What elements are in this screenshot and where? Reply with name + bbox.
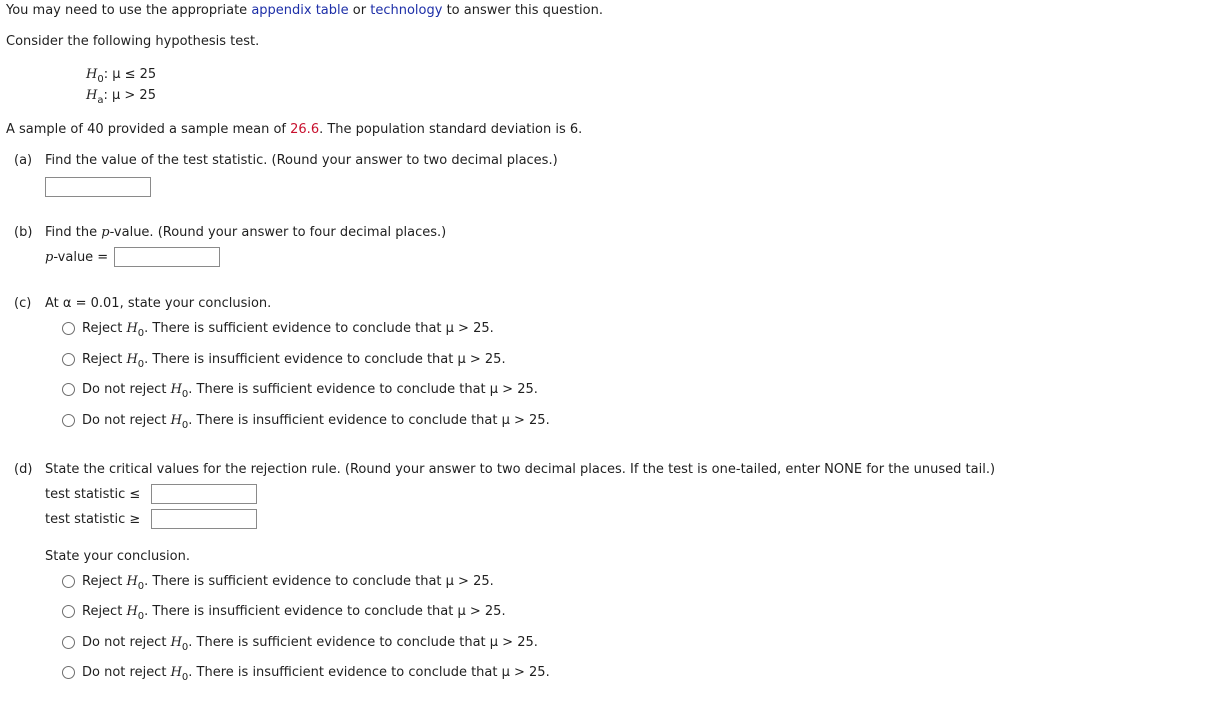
sample-mean-value: 26.6 <box>290 122 320 137</box>
test-statistic-ge-label: test statistic ≥ <box>45 512 141 527</box>
part-a-label: (a) <box>14 153 33 168</box>
p-value-input[interactable] <box>114 247 220 267</box>
part-d-option-3-radio[interactable] <box>62 636 75 649</box>
sample-text: A sample of 40 provided a sample mean of 26.6. The population standard deviation is 6. <box>6 122 583 137</box>
part-b-question: Find the p-value. (Round your answer to four decimal places.) <box>45 225 447 240</box>
test-statistic-le-label: test statistic ≤ <box>45 487 141 502</box>
p-value-label: p-value = <box>45 250 109 265</box>
part-c-option-1-radio[interactable] <box>62 322 75 335</box>
consider-text: Consider the following hypothesis test. <box>6 34 260 49</box>
part-d-option-1-radio[interactable] <box>62 575 75 588</box>
part-d-option-2-label[interactable]: Reject $H_0$. There is insufficient evidence to conclude that μ > 25. <box>82 604 506 622</box>
part-b-label: (b) <box>14 225 33 240</box>
part-c-option-2-radio[interactable] <box>62 353 75 366</box>
part-c-option-3-radio[interactable] <box>62 383 75 396</box>
part-d-option-2-radio[interactable] <box>62 605 75 618</box>
part-d-option-4-radio[interactable] <box>62 666 75 679</box>
part-c-option-2-label[interactable]: Reject $H_0$. There is insufficient evidence to conclude that μ > 25. <box>82 352 506 370</box>
part-c-option-4-radio[interactable] <box>62 414 75 427</box>
alternative-hypothesis: $H_a$: μ > 25 <box>86 88 156 106</box>
part-d-option-1-label[interactable]: Reject $H_0$. There is sufficient evidence to conclude that μ > 25. <box>82 574 494 592</box>
appendix-table-link[interactable]: appendix table <box>251 3 349 18</box>
part-c-option-3-label[interactable]: Do not reject $H_0$. There is sufficient evidence to conclude that μ > 25. <box>82 382 538 400</box>
part-d-option-3-label[interactable]: Do not reject $H_0$. There is sufficient evidence to conclude that μ > 25. <box>82 635 538 653</box>
part-c-option-1-label[interactable]: Reject $H_0$. There is sufficient evidence to conclude that μ > 25. <box>82 321 494 339</box>
part-c-label: (c) <box>14 296 32 311</box>
technology-link[interactable]: technology <box>370 3 443 18</box>
part-c-option-4-label[interactable]: Do not reject $H_0$. There is insufficient evidence to conclude that μ > 25. <box>82 413 550 431</box>
critical-value-upper-input[interactable] <box>151 509 257 529</box>
critical-value-lower-input[interactable] <box>151 484 257 504</box>
part-d-question: State the critical values for the rejection rule. (Round your answer to two decimal places. If the test is one-tailed, enter NONE for the unused tail.) <box>45 462 996 477</box>
null-hypothesis: $H_0$: μ ≤ 25 <box>86 67 157 85</box>
intro-text: You may need to use the appropriate appendix table or technology to answer this question. <box>6 3 603 18</box>
part-a-question: Find the value of the test statistic. (Round your answer to two decimal places.) <box>45 153 558 168</box>
part-c-question: At α = 0.01, state your conclusion. <box>45 296 272 311</box>
state-conclusion-label: State your conclusion. <box>45 549 190 564</box>
part-d-label: (d) <box>14 462 33 477</box>
test-statistic-input[interactable] <box>45 177 151 197</box>
part-d-option-4-label[interactable]: Do not reject $H_0$. There is insufficient evidence to conclude that μ > 25. <box>82 665 550 683</box>
